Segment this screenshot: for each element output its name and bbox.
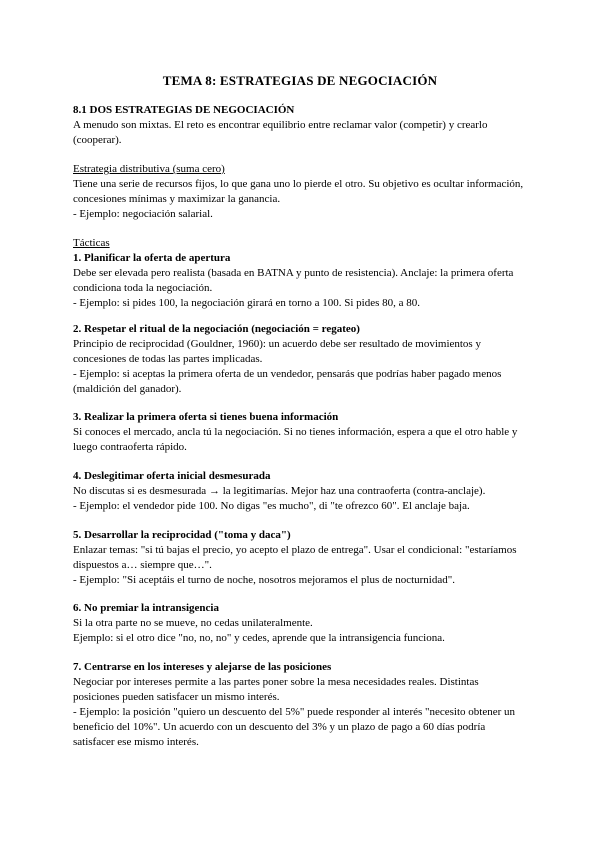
tactic-block-3 [73,410,533,455]
distributive-line: concesiones mínimas y maximizar la ganancia. [73,193,281,205]
tactic-line: - Ejemplo: si aceptas la primera oferta de un vendedor, pensarás que podrías haber pagado menos [73,368,502,380]
tactics-label: Tácticas [73,237,110,249]
tactic-line: Negociar por intereses permite a las partes poner sobre la mesa necesidades reales. Distintas [73,676,479,688]
tactic-block-4 [73,469,533,514]
tactic-line: luego contraoferta rápido. [73,441,187,453]
tactic-line: dispuestos a… siempre que…". [73,559,212,571]
distributive-heading: Estrategia distributiva (suma cero) [73,163,225,175]
tactic-line: condiciona toda la negociación. [73,282,213,294]
distributive-line: - Ejemplo: negociación salarial. [73,208,213,220]
tactic-heading: 5. Desarrollar la reciprocidad ("toma y daca") [73,529,291,541]
section-heading: 8.1 DOS ESTRATEGIAS DE NEGOCIACIÓN [73,104,295,116]
distributive-line: Tiene una serie de recursos fijos, lo que gana uno lo pierde el otro. Su objetivo es ocultar información, [73,178,524,190]
tactic-line: Enlazar temas: "si tú bajas el precio, yo acepto el plazo de entrega". Usar el condicional: "estaríamos [73,544,517,556]
tactic-line: Si la otra parte no se mueve, no cedas unilateralmente. [73,617,313,629]
tactic-line: Principio de reciprocidad (Gouldner, 1960): un acuerdo debe ser resultado de movimientos y [73,338,481,350]
section-block [73,103,533,148]
tactic-heading: 3. Realizar la primera oferta si tienes buena información [73,411,339,423]
tactic-line: Si conoces el mercado, ancla tú la negociación. Si no tienes información, espera a que el otro hable y [73,426,518,438]
tactic-line: concesiones de todas las partes implicadas. [73,353,263,365]
tactic-line: - Ejemplo: "Si aceptáis el turno de noche, nosotros mejoramos el plus de nocturnidad". [73,574,455,586]
tactic-line: posiciones pueden satisfacer un mismo interés. [73,691,280,703]
tactic-block-5 [73,528,533,588]
tactic-heading: 2. Respetar el ritual de la negociación (negociación = regateo) [73,323,360,335]
tactic-line: Ejemplo: si el otro dice "no, no, no" y cedes, aprende que la intransigencia funciona. [73,632,445,644]
tactic-line: - Ejemplo: si pides 100, la negociación girará en torno a 100. Si pides 80, a 80. [73,297,421,309]
section-intro-line: (cooperar). [73,134,122,146]
tactic-block-6 [73,601,533,646]
section-intro-line: A menudo son mixtas. El reto es encontrar equilibrio entre reclamar valor (competir) y crearlo [73,119,488,131]
tactic-heading: 7. Centrarse en los intereses y alejarse de las posiciones [73,661,332,673]
tactic-block-7 [73,660,533,750]
tactic-line: No discutas si es desmesurada → la legitimarías. Mejor haz una contraoferta (contra-anclaje). [73,485,486,497]
tactic-heading: 6. No premiar la intransigencia [73,602,219,614]
tactic-line: - Ejemplo: el vendedor pide 100. No digas "es mucho", di "te ofrezco 60". El anclaje baja. [73,500,470,512]
tactic-line: (maldición del ganador). [73,383,182,395]
tactic-heading: 4. Deslegitimar oferta inicial desmesurada [73,470,271,482]
tactic-block-1 [73,236,533,311]
tactic-line: satisfacer ese mismo interés. [73,736,199,748]
tactic-heading: 1. Planificar la oferta de apertura [73,252,231,264]
distributive-block [73,162,533,222]
tactic-line: Debe ser elevada pero realista (basada en BATNA y punto de resistencia). Anclaje: la primera oferta [73,267,514,279]
tactic-line: - Ejemplo: la posición "quiero un descuento del 5%" puede responder al interés "necesito obtener un [73,706,516,718]
tactic-line: beneficio del 10%". Un acuerdo con un descuento del 3% y un plazo de pago a 60 días podría [73,721,486,733]
page-title: TEMA 8: ESTRATEGIAS DE NEGOCIACIÓN [162,73,438,88]
tactic-block-2 [73,322,533,397]
